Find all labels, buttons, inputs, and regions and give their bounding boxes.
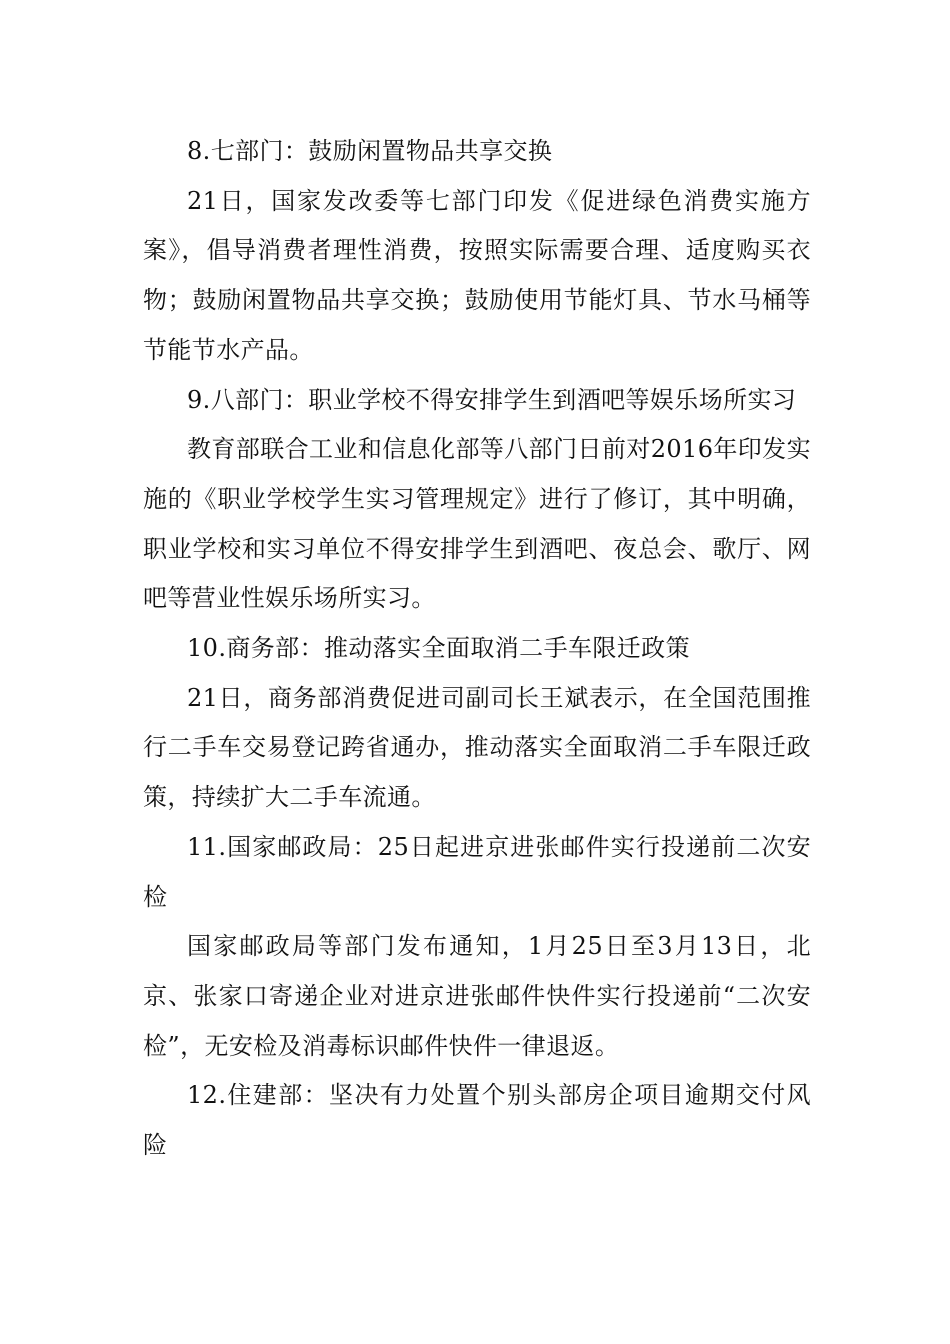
body-paragraph-11: 国家邮政局等部门发布通知，1月25日至3月13日，北京、张家口寄递企业对进京进张邮件快件实行投递前“二次安检”，无安检及消毒标识邮件快件一律退返。 <box>143 932 811 1060</box>
body-paragraph-9: 教育部联合工业和信息化部等八部门日前对2016年印发实施的《职业学校学生实习管理规定》进行了修订，其中明确，职业学校和实习单位不得安排学生到酒吧、夜总会、歌厅、网吧等营业性娱乐场所实习。 <box>143 435 811 613</box>
heading-item-11: 11.国家邮政局：25日起进京进张邮件实行投递前二次安检 <box>143 832 811 911</box>
heading-item-10: 10.商务部：推动落实全面取消二手车限迁政策 <box>187 634 690 663</box>
body-paragraph-8: 21日，国家发改委等七部门印发《促进绿色消费实施方案》，倡导消费者理性消费，按照实际需要合理、适度购买衣物；鼓励闲置物品共享交换；鼓励使用节能灯具、节水马桶等节能节水产品。 <box>143 186 811 364</box>
heading-item-8: 8.七部门：鼓励闲置物品共享交换 <box>187 137 553 165</box>
document-body <box>143 127 811 1171</box>
heading-item-9: 9.八部门：职业学校不得安排学生到酒吧等娱乐场所实习 <box>187 385 797 414</box>
body-paragraph-10: 21日，商务部消费促进司副司长王斌表示，在全国范围推行二手车交易登记跨省通办，推动落实全面取消二手车限迁政策，持续扩大二手车流通。 <box>143 683 811 812</box>
heading-item-12: 12.住建部：坚决有力处置个别头部房企项目逾期交付风险 <box>143 1081 811 1160</box>
